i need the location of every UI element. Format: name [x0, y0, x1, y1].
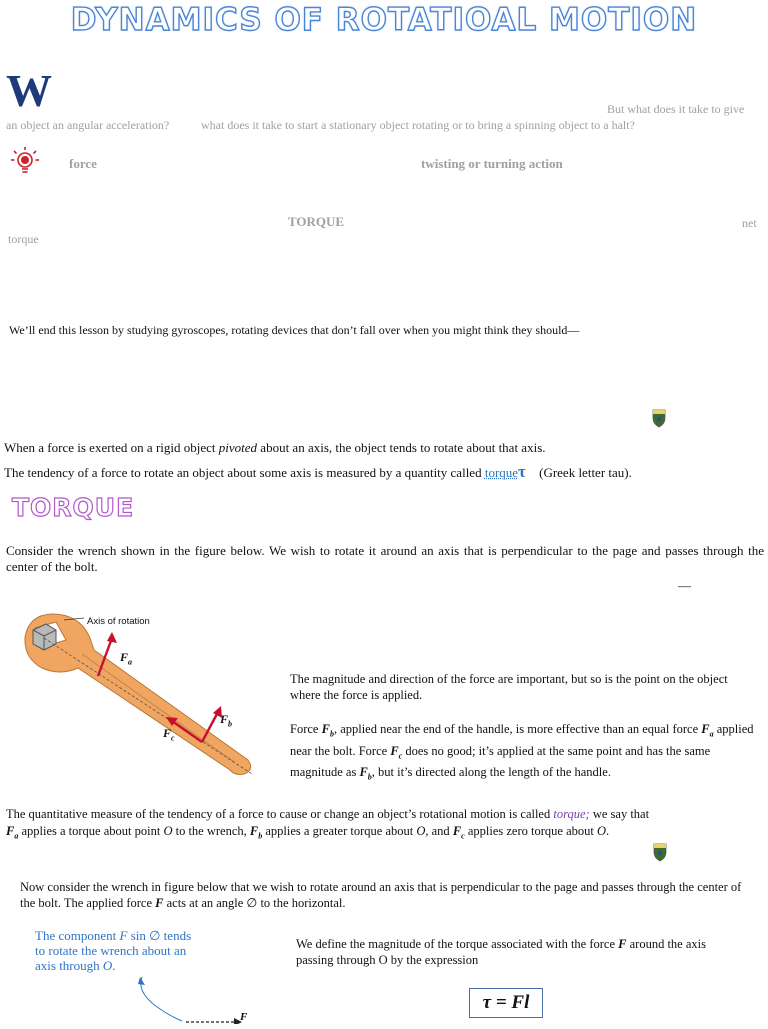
- twisting-label: twisting or turning action: [421, 156, 563, 171]
- intro-question-b: an object an angular acceleration?: [6, 118, 170, 132]
- torque-heading: TORQUE: [12, 493, 135, 522]
- wrench-figure-2-partial: [130, 975, 260, 1024]
- pivot-text-b: about an axis, the object tends to rotate about that axis.: [257, 440, 546, 455]
- tendency-paragraph: [4, 464, 764, 481]
- torque-label: TORQUE: [288, 214, 345, 229]
- f-bottom-label: F: [240, 1011, 248, 1023]
- angle-paragraph: Now consider the wrench in figure below that we wish to rotate around an axis that is perpendicular to the page and passes through the center of the bolt. The applied force F acts at an angle ∅ to the horizontal.: [20, 880, 742, 910]
- tau-symbol: τ⃗: [518, 462, 540, 481]
- quantitative-paragraph: The quantitative measure of the tendency of a force to cause or change an object’s rotational motion is called torque; we say that $F_a$ applies a torque about point O to the wrench, $F_b$ applies a greater torque about O, and $F_c$ applies zero torque about O.: [6, 807, 650, 841]
- crest-icon-2: [652, 842, 668, 862]
- intro-question-c: what does it take to start a stationary object rotating or to bring a spinning object to a halt?: [201, 118, 635, 132]
- force-label: force: [69, 156, 97, 171]
- pivot-paragraph: [4, 440, 764, 456]
- page-title: DYNAMICS OF ROTATIOAL MOTION: [70, 2, 698, 38]
- dash-mark: —: [678, 578, 691, 593]
- fa-label: $F_a$: [120, 650, 133, 667]
- definition-paragraph: We define the magnitude of the torque associated with the force F around the axis passing through O by the expression: [296, 937, 706, 967]
- fc-label: $F_c$: [163, 726, 175, 743]
- bolt-icon: [33, 624, 56, 650]
- axis-of-rotation-label: Axis of rotation: [87, 616, 150, 627]
- wrench-body: [25, 614, 251, 775]
- torque-equation: τ = Fl: [469, 988, 543, 1018]
- wrench-intro: Consider the wrench shown in the figure below. We wish to rotate it around an axis that is perpendicular to the page and passes through the center of the bolt.: [6, 543, 764, 574]
- lightbulb-icon: [10, 146, 40, 176]
- torque-link[interactable]: torque: [484, 465, 519, 480]
- tendency-text-a: The tendency of a force to rotate an object about some axis is measured by a quantity called: [4, 465, 485, 480]
- effectiveness-paragraph: Force $F_b$, applied near the end of the handle, is more effective than an equal force $F_a$ applied near the bolt. Force $F_c$ does no good; it’s applied at the same point and has the same magnitude as $F_b$, but it’s directed along the length of the handle.: [290, 722, 754, 782]
- w-logo: W: [6, 65, 49, 116]
- component-callout: The component F sin ∅ tends to rotate the wrench about an axis through O.: [35, 928, 192, 973]
- tendency-text-b: (Greek letter tau).: [539, 465, 632, 480]
- magnitude-paragraph: The magnitude and direction of the force are important, but so is the point on the object where the force is applied.: [290, 672, 728, 702]
- fb-label: $F_b$: [220, 712, 233, 729]
- intro-question-a: But what does it take to give: [607, 102, 745, 116]
- pivot-em: pivoted: [218, 440, 258, 455]
- torque-small-label: torque: [8, 232, 39, 246]
- crest-icon: [651, 408, 667, 428]
- gyro-line: We’ll end this lesson by studying gyroscopes, rotating devices that don’t fall over when you might think they should—: [9, 323, 580, 337]
- wrench-figure: [20, 610, 260, 780]
- net-label: net: [742, 216, 757, 230]
- pivot-text-a: When a force is exerted on a rigid object: [4, 440, 219, 455]
